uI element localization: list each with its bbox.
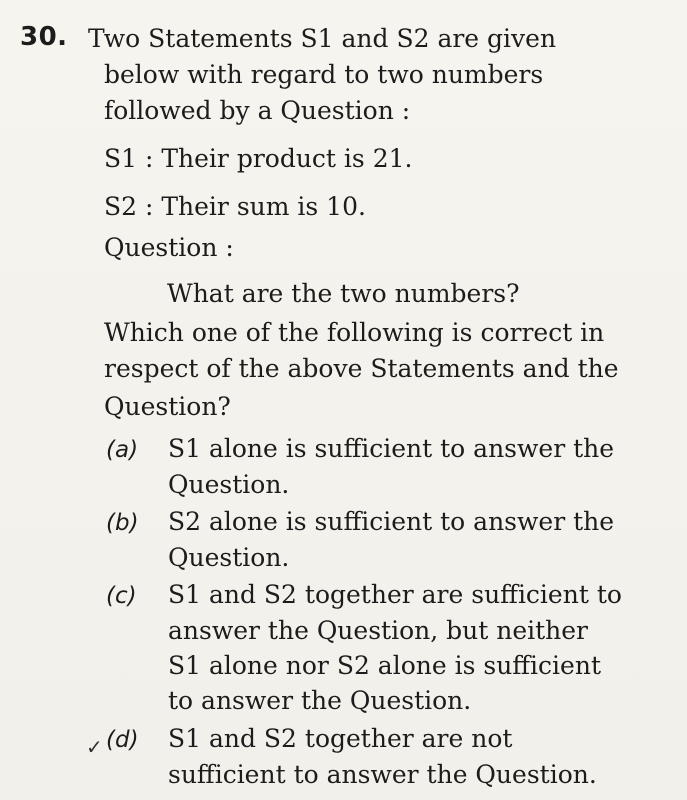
option-b-line-1: S2 alone is sufficient to answer the — [168, 507, 615, 536]
option-c-line-3: S1 alone nor S2 alone is sufficient — [168, 651, 601, 680]
intro-line-2: below with regard to two numbers — [104, 60, 544, 89]
question-text: What are the two numbers? — [167, 279, 520, 308]
option-d-label: (d) — [106, 727, 139, 753]
prompt-line-3: Question? — [104, 392, 231, 421]
option-a-label: (a) — [106, 437, 139, 463]
intro-line-1: Two Statements S1 and S2 are given — [88, 24, 557, 53]
statement-s1: S1 : Their product is 21. — [104, 144, 413, 173]
question-label: Question : — [104, 233, 234, 262]
option-c-line-2: answer the Question, but neither — [168, 616, 589, 645]
option-a-line-2: Question. — [168, 470, 290, 499]
option-c-line-4: to answer the Question. — [168, 686, 472, 715]
option-c-label: (c) — [106, 583, 137, 609]
option-d-line-2: sufficient to answer the Question. — [168, 760, 597, 789]
question-number: 30. — [20, 22, 68, 52]
option-a-line-1: S1 alone is sufficient to answer the — [168, 434, 615, 463]
intro-line-3: followed by a Question : — [104, 96, 411, 125]
option-b-label: (b) — [106, 510, 139, 536]
option-d-line-1: S1 and S2 together are not — [168, 724, 513, 753]
prompt-line-1: Which one of the following is correct in — [104, 318, 605, 347]
tick-mark-icon: ✓ — [86, 735, 103, 759]
statement-s2: S2 : Their sum is 10. — [104, 192, 366, 221]
option-b-line-2: Question. — [168, 543, 290, 572]
option-c-line-1: S1 and S2 together are sufficient to — [168, 580, 622, 609]
prompt-line-2: respect of the above Statements and the — [104, 354, 619, 383]
